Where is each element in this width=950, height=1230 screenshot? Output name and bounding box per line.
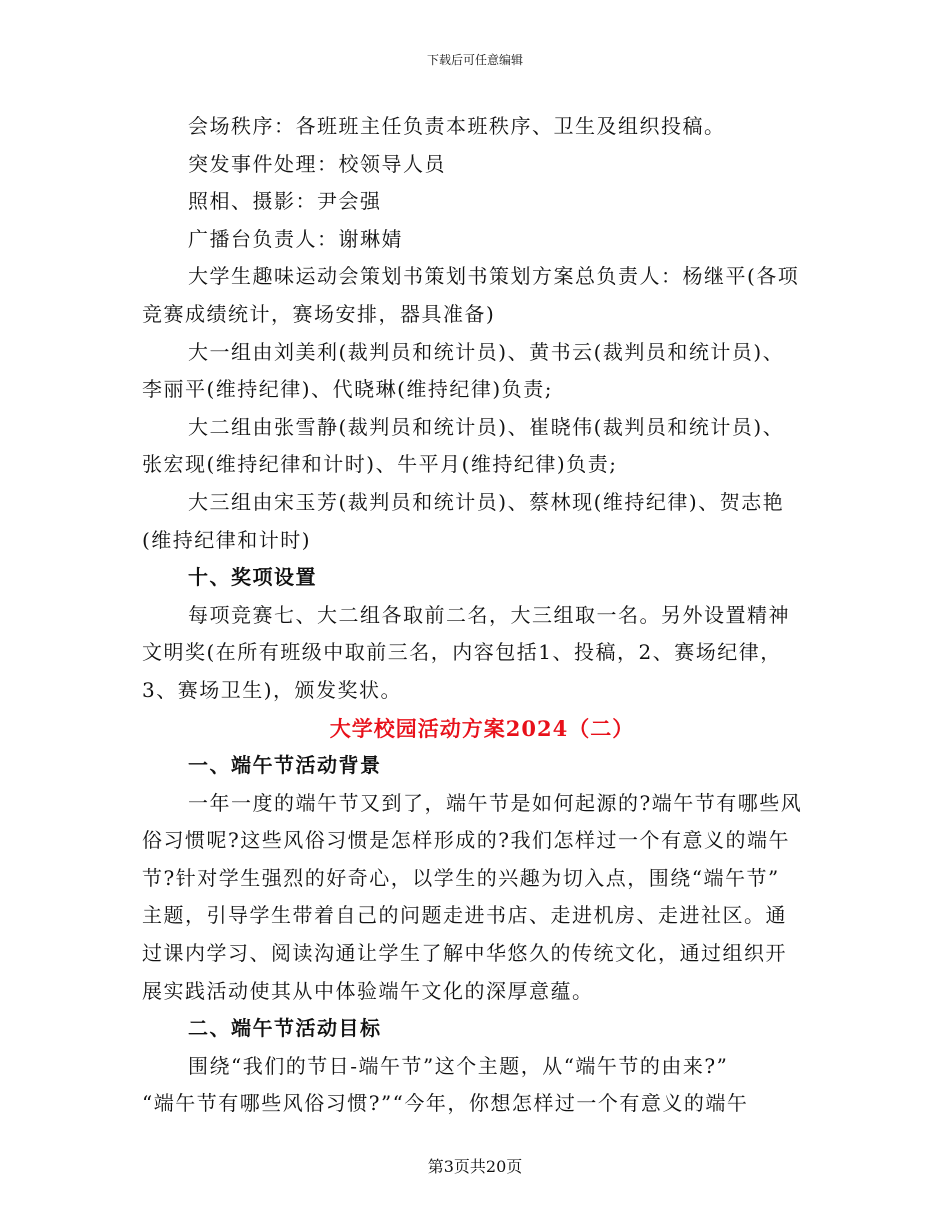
background-line-3: 节?针对学生强烈的好奇心，以学生的兴趣为切入点，围绕“端午节” bbox=[142, 865, 780, 890]
page-header: 下载后可任意编辑 bbox=[426, 53, 523, 67]
group1-paragraph bbox=[142, 334, 822, 409]
chief-line-1: 大学生趣味运动会策划书策划书策划方案总负责人：杨继平(各项 bbox=[188, 264, 800, 289]
group2-line-2: 张宏现(维持纪律和计时)、牛平月(维持纪律)负责; bbox=[142, 452, 618, 477]
chief-line-2: 竞赛成绩统计，赛场安排，器具准备) bbox=[142, 301, 496, 326]
group2-paragraph bbox=[142, 409, 822, 484]
broadcast-paragraph: 广播台负责人：谢琳婧 bbox=[188, 226, 403, 251]
photo-paragraph: 照相、摄影：尹会强 bbox=[188, 189, 382, 214]
background-paragraph bbox=[142, 785, 822, 1011]
awards-line-2: 文明奖(在所有班级中取前三名，内容包括1、投稿，2、赛场纪律， bbox=[142, 640, 782, 665]
goal-line-1: 围绕“我们的节日-端午节”这个主题，从“端午节的由来?” bbox=[188, 1053, 729, 1078]
awards-line-1: 每项竞赛七、大二组各取前二名，大三组取一名。另外设置精神 bbox=[188, 602, 790, 627]
group3-paragraph bbox=[142, 484, 822, 559]
chief-paragraph bbox=[142, 258, 822, 333]
background-heading: 一、端午节活动背景 bbox=[188, 753, 382, 778]
venue-order-paragraph: 会场秩序：各班班主任负责本班秩序、卫生及组织投稿。 bbox=[188, 114, 726, 138]
document-title: 大学校园活动方案2024（二） bbox=[329, 715, 635, 741]
background-line-2: 俗习惯呢?这些风俗习惯是怎样形成的?我们怎样过一个有意义的端午 bbox=[142, 828, 790, 853]
goal-heading: 二、端午节活动目标 bbox=[188, 1016, 382, 1041]
background-line-6: 展实践活动使其从中体验端午文化的深厚意蕴。 bbox=[142, 978, 594, 1003]
background-line-4: 主题，引导学生带着自己的问题走进书店、走进机房、走进社区。通 bbox=[142, 903, 787, 928]
emergency-paragraph: 突发事件处理：校领导人员 bbox=[188, 151, 446, 176]
goal-line-2: “端午节有哪些风俗习惯?”“今年，你想怎样过一个有意义的端午 bbox=[142, 1091, 749, 1116]
group3-line-1: 大三组由宋玉芳(裁判员和统计员)、蔡林现(维持纪律)、贺志艳 bbox=[188, 489, 785, 514]
background-line-1: 一年一度的端午节又到了，端午节是如何起源的?端午节有哪些风 bbox=[188, 790, 803, 815]
group2-line-1: 大二组由张雪静(裁判员和统计员)、崔晓伟(裁判员和统计员)、 bbox=[188, 414, 785, 439]
background-line-5: 过课内学习、阅读沟通让学生了解中华悠久的传统文化，通过组织开 bbox=[142, 941, 787, 966]
awards-paragraph bbox=[142, 597, 822, 710]
page-footer: 第3页共20页 bbox=[427, 1157, 523, 1176]
group3-line-2: (维持纪律和计时) bbox=[142, 527, 312, 552]
awards-line-3: 3、赛场卫生)，颁发奖状。 bbox=[142, 677, 403, 702]
document-body bbox=[142, 108, 822, 1123]
group1-line-1: 大一组由刘美利(裁判员和统计员)、黄书云(裁判员和统计员)、 bbox=[188, 339, 785, 364]
goal-paragraph bbox=[142, 1048, 822, 1123]
group1-line-2: 李丽平(维持纪律)、代晓琳(维持纪律)负责; bbox=[142, 377, 553, 402]
awards-heading: 十、奖项设置 bbox=[188, 565, 317, 590]
